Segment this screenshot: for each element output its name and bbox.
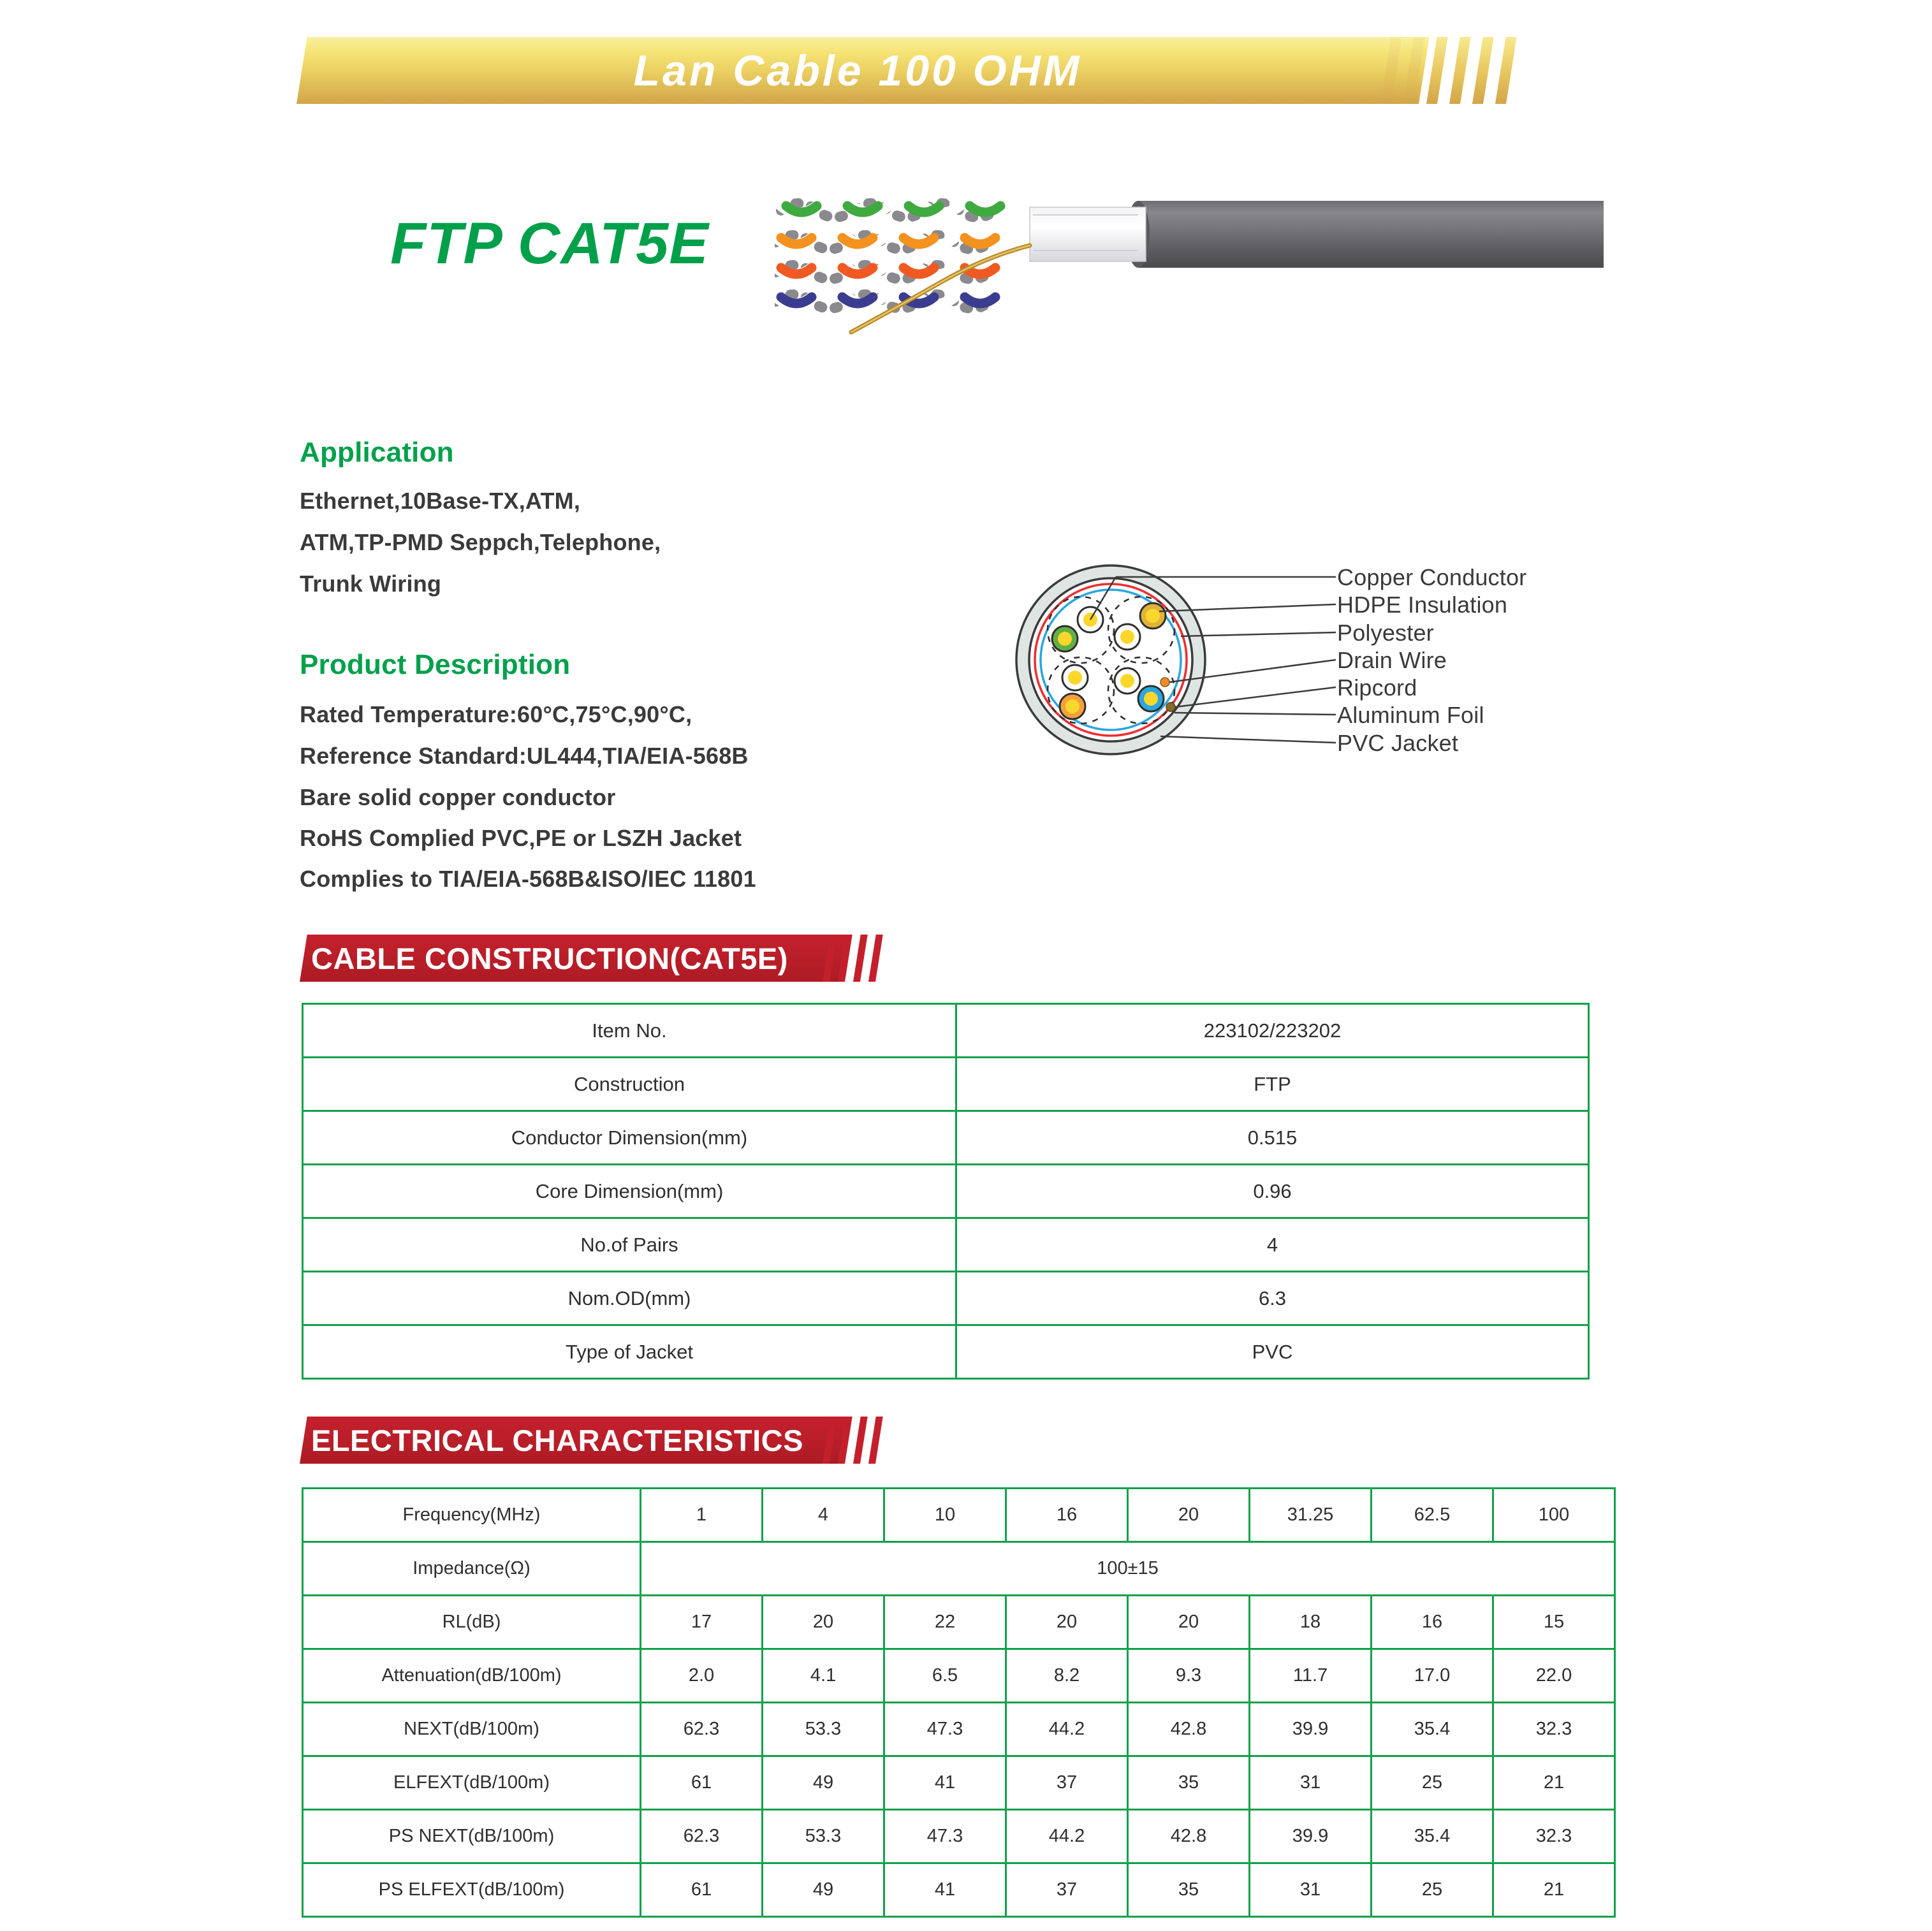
electrical-value-0-2: 22: [884, 1596, 1006, 1649]
electrical-value-3-3: 37: [1006, 1756, 1128, 1810]
callout-hdpe-insulation: HDPE Insulation: [1337, 592, 1508, 618]
table-row: [303, 1489, 1615, 1542]
electrical-value-5-0: 61: [641, 1863, 763, 1917]
page-title: FTP CAT5E: [390, 211, 709, 276]
application-heading: Application: [300, 437, 454, 468]
electrical-value-5-7: 21: [1493, 1863, 1615, 1917]
electrical-value-3-7: 21: [1493, 1756, 1615, 1810]
electrical-value-1-0: 2.0: [641, 1649, 763, 1703]
electrical-value-5-3: 37: [1006, 1863, 1128, 1917]
electrical-value-5-2: 41: [884, 1863, 1006, 1917]
electrical-value-4-3: 44.2: [1006, 1810, 1128, 1863]
electrical-value-2-1: 53.3: [763, 1703, 884, 1756]
callout-pvc-jacket: PVC Jacket: [1337, 730, 1459, 756]
electrical-label-0: RL(dB): [303, 1596, 641, 1649]
electrical-value-1-5: 11.7: [1250, 1649, 1372, 1703]
construction-value-3: 0.96: [956, 1165, 1589, 1218]
electrical-value-1-1: 4.1: [763, 1649, 884, 1703]
electrical-label-5: PS ELFEXT(dB/100m): [303, 1863, 641, 1917]
electrical-value-5-1: 49: [763, 1863, 884, 1917]
frequency-value-6: 62.5: [1372, 1489, 1493, 1542]
electrical-value-3-6: 25: [1372, 1756, 1493, 1810]
electrical-characteristics-table: [302, 1487, 1616, 1918]
construction-label-0: Item No.: [303, 1004, 956, 1058]
electrical-value-2-0: 62.3: [641, 1703, 763, 1756]
impedance-label: Impedance(Ω): [303, 1542, 641, 1596]
electrical-value-2-5: 39.9: [1250, 1703, 1372, 1756]
table-row: [303, 1649, 1615, 1703]
product-description-line-1: Rated Temperature:60°C,75°C,90°C,: [300, 701, 692, 727]
electrical-value-4-4: 42.8: [1128, 1810, 1250, 1863]
electrical-value-5-5: 31: [1250, 1863, 1372, 1917]
application-line-2: ATM,TP-PMD Seppch,Telephone,: [300, 529, 661, 555]
frequency-value-7: 100: [1493, 1489, 1615, 1542]
electrical-value-0-7: 15: [1493, 1596, 1615, 1649]
electrical-value-3-4: 35: [1128, 1756, 1250, 1810]
table-row: [303, 1058, 1589, 1111]
electrical-value-2-3: 44.2: [1006, 1703, 1128, 1756]
construction-label-4: No.of Pairs: [303, 1218, 956, 1272]
cable-construction-table: [302, 1003, 1590, 1380]
product-description-line-5: Complies to TIA/EIA-568B&ISO/IEC 11801: [300, 866, 756, 892]
electrical-value-4-5: 39.9: [1250, 1810, 1372, 1863]
impedance-value: 100±15: [641, 1542, 1615, 1596]
electrical-characteristics-title: ELECTRICAL CHARACTERISTICS: [311, 1423, 803, 1457]
callout-polyester: Polyester: [1337, 620, 1434, 646]
electrical-value-0-1: 20: [763, 1596, 884, 1649]
construction-label-1: Construction: [303, 1058, 956, 1111]
electrical-characteristics-section-header: [300, 1417, 976, 1464]
product-description-line-2: Reference Standard:UL444,TIA/EIA-568B: [300, 743, 749, 769]
product-description-line-4: RoHS Complied PVC,PE or LSZH Jacket: [300, 825, 742, 851]
electrical-value-0-3: 20: [1006, 1596, 1128, 1649]
callout-copper-conductor: Copper Conductor: [1337, 564, 1527, 590]
electrical-value-4-0: 62.3: [641, 1810, 763, 1863]
electrical-value-4-1: 53.3: [763, 1810, 884, 1863]
application-line-3: Trunk Wiring: [300, 571, 442, 597]
cable-construction-section-header: [300, 935, 976, 982]
electrical-label-3: ELFEXT(dB/100m): [303, 1756, 641, 1810]
electrical-value-0-4: 20: [1128, 1596, 1250, 1649]
product-description-heading: Product Description: [300, 649, 571, 680]
electrical-value-5-6: 25: [1372, 1863, 1493, 1917]
electrical-value-0-0: 17: [641, 1596, 763, 1649]
electrical-value-0-6: 16: [1372, 1596, 1493, 1649]
cable-construction-title: CABLE CONSTRUCTION(CAT5E): [311, 941, 788, 975]
product-description-line-3: Bare solid copper conductor: [300, 784, 616, 810]
construction-value-1: FTP: [956, 1058, 1589, 1111]
construction-value-0: 223102/223202: [956, 1004, 1589, 1058]
construction-value-2: 0.515: [956, 1111, 1589, 1165]
electrical-value-4-6: 35.4: [1372, 1810, 1493, 1863]
electrical-label-2: NEXT(dB/100m): [303, 1703, 641, 1756]
electrical-value-2-4: 42.8: [1128, 1703, 1250, 1756]
electrical-value-4-2: 47.3: [884, 1810, 1006, 1863]
electrical-value-4-7: 32.3: [1493, 1810, 1615, 1863]
electrical-value-1-3: 8.2: [1006, 1649, 1128, 1703]
electrical-value-1-7: 22.0: [1493, 1649, 1615, 1703]
cable-product-photo: [775, 175, 1604, 335]
electrical-label-4: PS NEXT(dB/100m): [303, 1810, 641, 1863]
electrical-value-5-4: 35: [1128, 1863, 1250, 1917]
callout-aluminum-foil: Aluminum Foil: [1337, 702, 1484, 728]
frequency-value-3: 16: [1006, 1489, 1128, 1542]
cable-cross-section-diagram: [1014, 561, 1651, 759]
construction-label-5: Nom.OD(mm): [303, 1272, 956, 1325]
electrical-value-3-5: 31: [1250, 1756, 1372, 1810]
page-banner: [296, 37, 1597, 104]
electrical-value-1-2: 6.5: [884, 1649, 1006, 1703]
table-row: [303, 1703, 1615, 1756]
frequency-value-4: 20: [1128, 1489, 1250, 1542]
frequency-value-5: 31.25: [1250, 1489, 1372, 1542]
table-row: [303, 1004, 1589, 1058]
electrical-value-0-5: 18: [1250, 1596, 1372, 1649]
banner-title: Lan Cable 100 OHM: [633, 46, 1082, 95]
table-row: [303, 1810, 1615, 1863]
construction-value-4: 4: [956, 1218, 1589, 1272]
construction-value-6: PVC: [956, 1325, 1589, 1379]
electrical-value-1-4: 9.3: [1128, 1649, 1250, 1703]
electrical-value-2-2: 47.3: [884, 1703, 1006, 1756]
electrical-label-1: Attenuation(dB/100m): [303, 1649, 641, 1703]
table-row: [303, 1596, 1615, 1649]
table-row: [303, 1756, 1615, 1810]
table-row: [303, 1111, 1589, 1165]
table-row: [303, 1272, 1589, 1325]
construction-label-3: Core Dimension(mm): [303, 1165, 956, 1218]
table-row: [303, 1863, 1615, 1917]
application-line-1: Ethernet,10Base-TX,ATM,: [300, 488, 581, 514]
callout-ripcord: Ripcord: [1337, 674, 1417, 701]
table-row: [303, 1165, 1589, 1218]
electrical-value-3-0: 61: [641, 1756, 763, 1810]
electrical-value-3-2: 41: [884, 1756, 1006, 1810]
electrical-value-3-1: 49: [763, 1756, 884, 1810]
frequency-value-0: 1: [641, 1489, 763, 1542]
electrical-value-2-7: 32.3: [1493, 1703, 1615, 1756]
construction-label-6: Type of Jacket: [303, 1325, 956, 1379]
construction-value-5: 6.3: [956, 1272, 1589, 1325]
frequency-label: Frequency(MHz): [303, 1489, 641, 1542]
table-row: [303, 1542, 1615, 1596]
construction-label-2: Conductor Dimension(mm): [303, 1111, 956, 1165]
callout-drain-wire: Drain Wire: [1337, 647, 1447, 673]
table-row: [303, 1218, 1589, 1272]
frequency-value-1: 4: [763, 1489, 884, 1542]
electrical-value-1-6: 17.0: [1372, 1649, 1493, 1703]
frequency-value-2: 10: [884, 1489, 1006, 1542]
electrical-value-2-6: 35.4: [1372, 1703, 1493, 1756]
table-row: [303, 1325, 1589, 1379]
